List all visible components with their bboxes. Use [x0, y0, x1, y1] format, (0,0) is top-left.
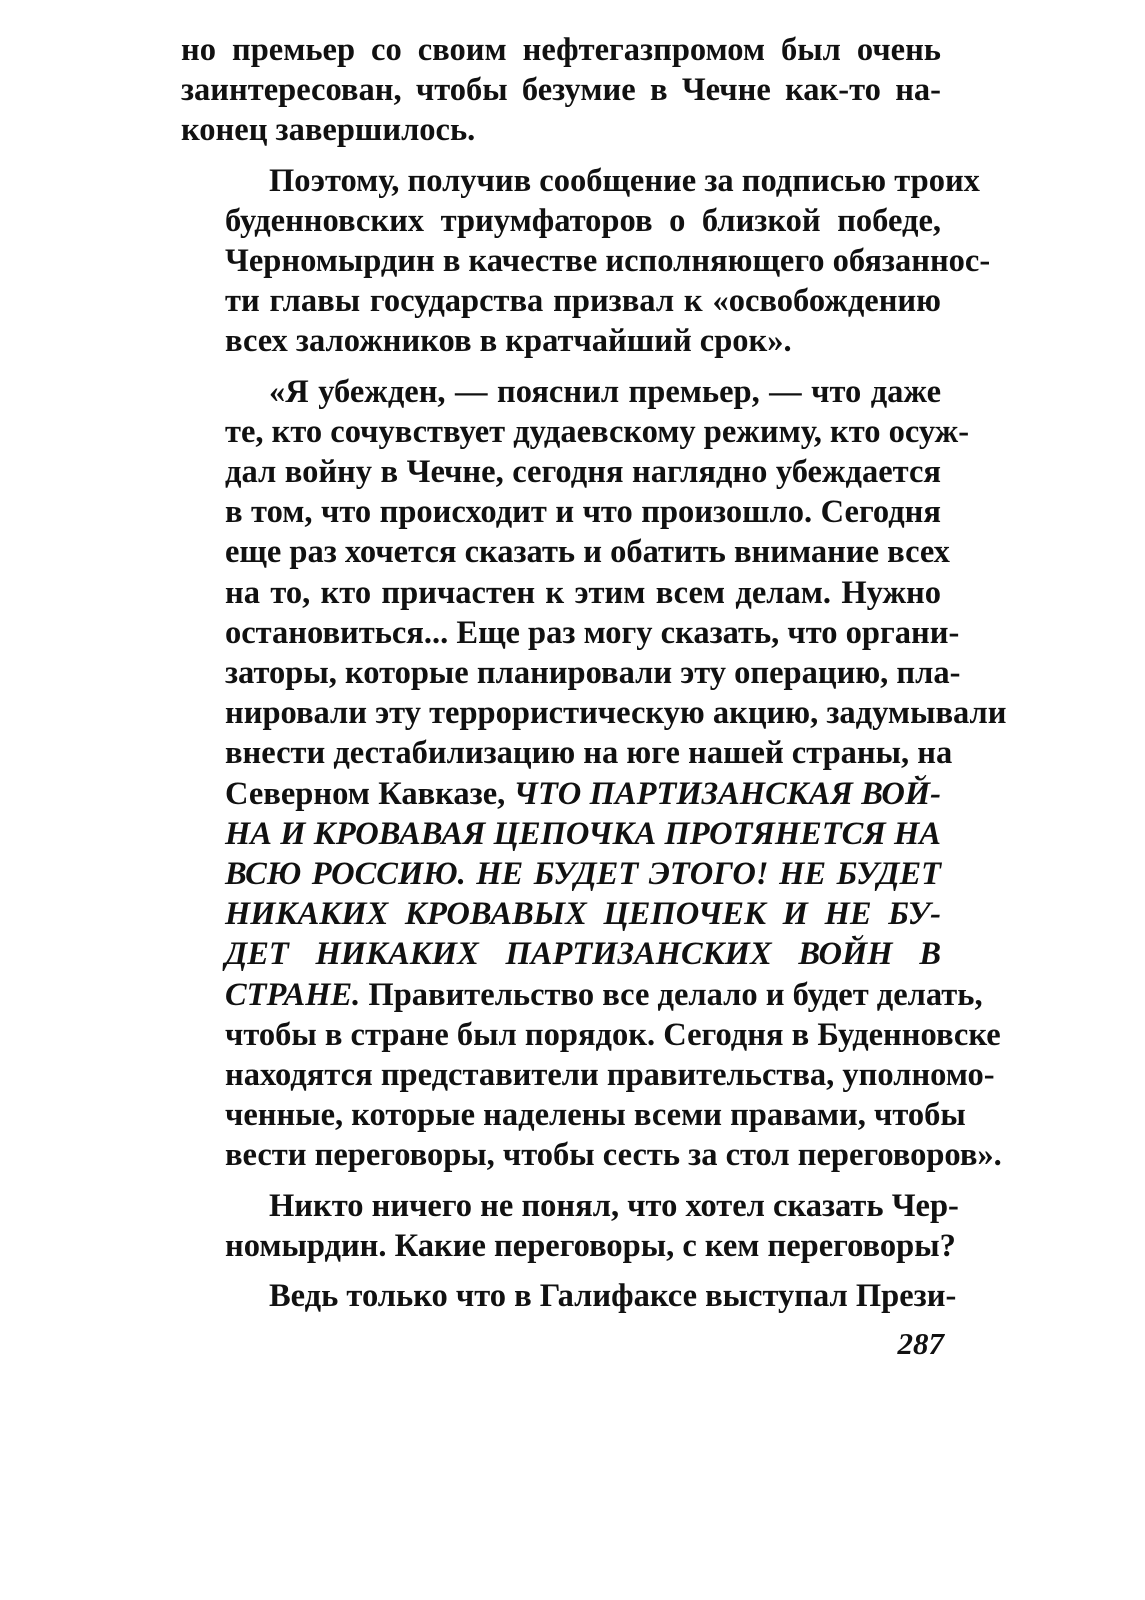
text-line: те, кто сочувствует дудаевскому режиму, кто осуж- [225, 413, 970, 450]
italic-text: НА И КРОВАВАЯ ЦЕПОЧКА ПРОТЯНЕТСЯ НА [225, 815, 941, 852]
text-line: Ведь только что в Галифаксе выступал Прези- [269, 1278, 957, 1315]
text-line: находятся представители правительства, уполномо- [225, 1057, 995, 1094]
paragraph-4 [181, 1186, 959, 1266]
text-line-mixed [181, 975, 983, 1015]
italic-text: ЧТО ПАРТИЗАНСКАЯ ВОЙ- [513, 775, 941, 812]
plain-text: Правительство все делало и будет делать, [360, 976, 983, 1013]
text-line: Черномырдин в качестве исполняющего обязаннос- [225, 243, 991, 280]
italic-text: ДЕТ НИКАКИХ ПАРТИЗАНСКИХ ВОЙН В [225, 936, 941, 973]
text-line: заторы, которые планировали эту операцию, пла- [225, 655, 961, 692]
text-line: всех заложников в кратчайший срок». [225, 323, 792, 360]
paragraph-3-quote [181, 372, 1007, 1176]
text-line-italic [181, 934, 941, 974]
italic-text: СТРАНЕ. [225, 976, 361, 1013]
text-line: «Я убежден, — пояснил премьер, — что даже [269, 373, 941, 410]
paragraph-5 [181, 1276, 957, 1316]
italic-text: НИКАКИХ КРОВАВЫХ ЦЕПОЧЕК И НЕ БУ- [225, 896, 941, 933]
text-line-italic [181, 814, 941, 854]
plain-text: Северном Кавказе, [225, 775, 514, 812]
text-line: ченные, которые наделены всеми правами, чтобы [225, 1097, 966, 1134]
book-page [181, 30, 1007, 1326]
text-line: Никто ничего не понял, что хотел сказать Чер- [269, 1187, 959, 1224]
text-line: ти главы государства призвал к «освобождению [225, 283, 941, 320]
text-line: номырдин. Какие переговоры, с кем переговоры? [225, 1227, 956, 1264]
text-line: еще раз хочется сказать и обатить внимание всех [225, 534, 950, 571]
text-line: на то, кто причастен к этим всем делам. Нужно [225, 574, 941, 611]
text-line: буденновских триумфаторов о близкой победе, [225, 202, 941, 239]
paragraph-1 [181, 30, 941, 151]
text-line-mixed [181, 774, 941, 814]
text-line: нировали эту террористическую акцию, задумывали [225, 695, 1007, 732]
text-line: Поэтому, получив сообщение за подписью троих [269, 162, 980, 199]
text-line: чтобы в стране был порядок. Сегодня в Буденновске [225, 1016, 1001, 1053]
text-line: вести переговоры, чтобы сесть за стол переговоров». [225, 1137, 1002, 1174]
text-line: остановиться... Еще раз могу сказать, что органи- [225, 614, 960, 651]
text-line: конец завершилось. [181, 112, 476, 149]
page-number: 287 [897, 1326, 944, 1361]
paragraph-2 [181, 161, 991, 362]
italic-text: ВСЮ РОССИЮ. НЕ БУДЕТ ЭТОГО! НЕ БУДЕТ [225, 856, 941, 893]
text-line: в том, что происходит и что произошло. Сегодня [225, 494, 941, 531]
text-line: но премьер со своим нефтегазпромом был очень [181, 32, 941, 68]
text-line: заинтересован, чтобы безумие в Чечне как-то на- [181, 72, 941, 109]
text-line-italic [181, 894, 941, 934]
text-line: дал войну в Чечне, сегодня наглядно убеждается [225, 454, 941, 491]
text-line-italic [181, 854, 941, 894]
text-line: внести дестабилизацию на юге нашей страны, на [225, 735, 953, 772]
